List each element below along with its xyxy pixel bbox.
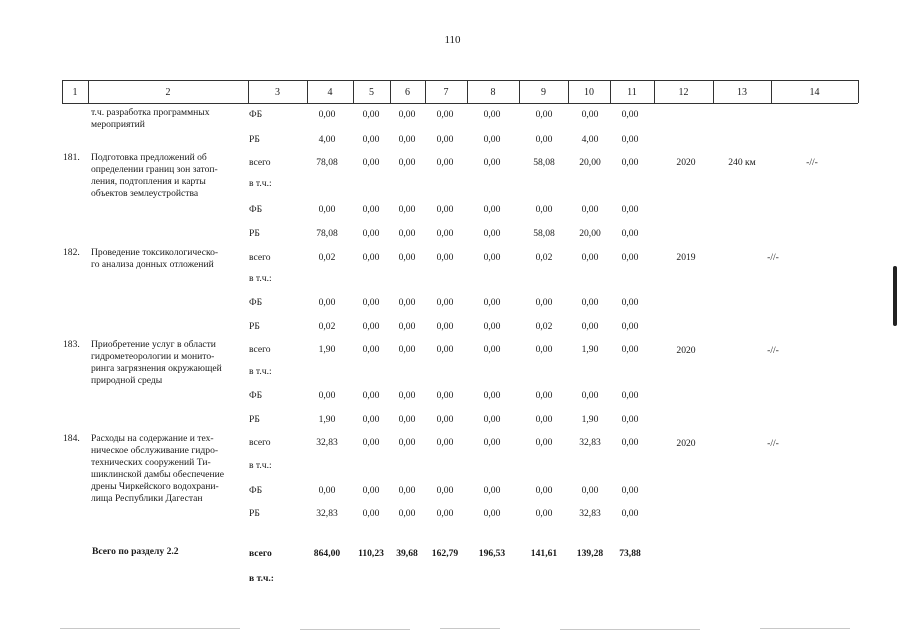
amount-cell: 0,00 [398, 344, 416, 355]
amount-cell: 0,00 [436, 321, 454, 332]
funding-type: всего [249, 344, 271, 355]
funding-type: ФБ [249, 485, 263, 496]
amount-cell: 0,00 [535, 109, 553, 120]
amount-cell: 162,79 [431, 548, 459, 559]
amount-cell: 0,00 [436, 134, 454, 145]
amount-cell: 0,00 [621, 228, 639, 239]
row-number: 181. [63, 152, 80, 163]
funding-type: всего [249, 437, 271, 448]
amount-cell: 110,23 [358, 548, 384, 559]
funding-type: всего [249, 157, 271, 168]
amount-cell: 0,00 [621, 437, 639, 448]
amount-cell: 0,00 [398, 414, 416, 425]
amount-cell: 0,00 [621, 485, 639, 496]
amount-cell: 0,00 [581, 252, 599, 263]
amount-cell: 0,00 [535, 344, 553, 355]
amount-cell: 141,61 [530, 548, 558, 559]
funding-type: всего [249, 252, 271, 263]
amount-cell: 0,00 [483, 228, 501, 239]
funding-type: РБ [249, 134, 260, 145]
funding-type: РБ [249, 414, 260, 425]
header-cell: 9 [541, 87, 546, 98]
amount-cell: 0,02 [318, 321, 336, 332]
amount-cell: 0,00 [483, 134, 501, 145]
header-cell: 4 [327, 87, 333, 98]
amount-cell: 0,00 [362, 508, 380, 519]
amount-cell: 0,00 [318, 485, 336, 496]
header-cell: 10 [584, 87, 594, 98]
amount-cell: 20,00 [579, 157, 601, 168]
funding-type: РБ [249, 508, 260, 519]
amount-cell: 0,00 [436, 109, 454, 120]
indicator-cell: 240 км [728, 157, 756, 168]
scan-artifact [300, 629, 410, 630]
amount-cell: 0,00 [436, 204, 454, 215]
amount-cell: 0,00 [398, 297, 416, 308]
amount-cell: 0,00 [362, 321, 380, 332]
amount-cell: 0,00 [362, 297, 380, 308]
amount-cell: 0,00 [362, 414, 380, 425]
amount-cell: 0,02 [535, 252, 553, 263]
amount-cell: 0,00 [398, 437, 416, 448]
amount-cell: 0,00 [621, 390, 639, 401]
funding-type: в т.ч.: [249, 460, 272, 471]
amount-cell: 196,53 [478, 548, 506, 559]
amount-cell: 0,00 [483, 414, 501, 425]
amount-cell: 0,00 [398, 485, 416, 496]
amount-cell: 0,00 [362, 157, 380, 168]
amount-cell: 4,00 [318, 134, 336, 145]
amount-cell: 0,00 [362, 109, 380, 120]
amount-cell: 0,02 [535, 321, 553, 332]
row-description: Приобретение услуг в области гидрометеорологии и монито- ринга загрязнения окружающей природной среды [91, 339, 222, 386]
amount-cell: 0,00 [535, 485, 553, 496]
header-cell: 8 [490, 87, 496, 98]
row-description: Всего по разделу 2.2 [92, 546, 179, 557]
header-cell: 2 [165, 87, 171, 98]
amount-cell: 1,90 [318, 344, 336, 355]
header-cell: 7 [443, 87, 449, 98]
amount-cell: 0,00 [362, 390, 380, 401]
amount-cell: 0,00 [318, 109, 336, 120]
header-cell: 3 [275, 87, 280, 98]
header-cell: 14 [809, 87, 820, 98]
amount-cell: 0,00 [483, 321, 501, 332]
amount-cell: 0,02 [318, 252, 336, 263]
amount-cell: 864,00 [313, 548, 341, 559]
amount-cell: 0,00 [362, 228, 380, 239]
amount-cell: 0,00 [398, 204, 416, 215]
amount-cell: 0,00 [362, 344, 380, 355]
amount-cell: 0,00 [398, 134, 416, 145]
amount-cell: 0,00 [318, 204, 336, 215]
amount-cell: 0,00 [436, 414, 454, 425]
amount-cell: 0,00 [436, 297, 454, 308]
funding-type: РБ [249, 228, 260, 239]
executor-cell: -//- [767, 438, 779, 449]
amount-cell: 39,68 [396, 548, 418, 559]
amount-cell: 0,00 [362, 134, 380, 145]
funding-type: ФБ [249, 297, 263, 308]
amount-cell: 0,00 [436, 437, 454, 448]
page-number: 110 [444, 34, 461, 46]
amount-cell: 0,00 [362, 252, 380, 263]
amount-cell: 0,00 [398, 157, 416, 168]
amount-cell: 0,00 [436, 344, 454, 355]
year-cell: 2020 [676, 438, 696, 449]
row-description: т.ч. разработка программных мероприятий [91, 107, 210, 130]
header-cell: 11 [627, 87, 637, 98]
table-header-rule [62, 103, 858, 104]
header-cell: 5 [369, 87, 374, 98]
amount-cell: 0,00 [436, 390, 454, 401]
amount-cell: 0,00 [621, 252, 639, 263]
scan-artifact [760, 628, 850, 629]
funding-type: РБ [249, 321, 260, 332]
amount-cell: 0,00 [398, 228, 416, 239]
amount-cell: 0,00 [581, 109, 599, 120]
amount-cell: 0,00 [535, 134, 553, 145]
amount-cell: 4,00 [581, 134, 599, 145]
amount-cell: 0,00 [535, 437, 553, 448]
row-description: Подготовка предложений об определении границ зон затоп- ления, подтопления и карты объектов землеустройства [91, 152, 218, 199]
amount-cell: 0,00 [398, 252, 416, 263]
funding-type: в т.ч.: [249, 273, 272, 284]
header-cell: 6 [405, 87, 410, 98]
row-number: 182. [63, 247, 80, 258]
amount-cell: 78,08 [316, 157, 338, 168]
amount-cell: 139,28 [576, 548, 604, 559]
executor-cell: -//- [767, 252, 779, 263]
amount-cell: 0,00 [621, 109, 639, 120]
amount-cell: 0,00 [535, 508, 553, 519]
amount-cell: 0,00 [398, 109, 416, 120]
amount-cell: 0,00 [581, 390, 599, 401]
executor-cell: -//- [767, 345, 779, 356]
amount-cell: 0,00 [362, 437, 380, 448]
amount-cell: 0,00 [436, 252, 454, 263]
amount-cell: 0,00 [436, 508, 454, 519]
amount-cell: 0,00 [436, 228, 454, 239]
scan-artifact [440, 628, 500, 629]
amount-cell: 73,88 [619, 548, 641, 559]
amount-cell: 0,00 [398, 321, 416, 332]
amount-cell: 0,00 [483, 204, 501, 215]
amount-cell: 0,00 [483, 390, 501, 401]
amount-cell: 0,00 [535, 204, 553, 215]
funding-type: всего [249, 548, 272, 559]
amount-cell: 0,00 [436, 485, 454, 496]
header-cell: 1 [72, 87, 78, 98]
amount-cell: 0,00 [621, 204, 639, 215]
row-description: Расходы на содержание и тех- ническое обслуживание гидро- технических сооружений Ти- шиклинской дамбы обеспечение дрены Чиркейского водохрани- лища Республики Дагестан [91, 433, 225, 504]
header-cell: 12 [678, 87, 689, 98]
amount-cell: 58,08 [533, 228, 555, 239]
amount-cell: 0,00 [483, 437, 501, 448]
header-cell: 13 [737, 87, 747, 98]
amount-cell: 0,00 [483, 508, 501, 519]
funding-type: в т.ч.: [249, 573, 274, 584]
amount-cell: 0,00 [483, 109, 501, 120]
amount-cell: 0,00 [621, 297, 639, 308]
funding-type: ФБ [249, 204, 263, 215]
amount-cell: 1,90 [318, 414, 336, 425]
amount-cell: 0,00 [436, 157, 454, 168]
table-top-rule [62, 80, 858, 81]
amount-cell: 0,00 [483, 485, 501, 496]
amount-cell: 0,00 [483, 344, 501, 355]
amount-cell: 0,00 [362, 204, 380, 215]
amount-cell: 0,00 [621, 157, 639, 168]
amount-cell: 0,00 [621, 134, 639, 145]
amount-cell: 78,08 [316, 228, 338, 239]
header-column-divider [858, 80, 859, 103]
amount-cell: 1,90 [581, 414, 599, 425]
amount-cell: 0,00 [581, 321, 599, 332]
amount-cell: 1,90 [581, 344, 599, 355]
scan-edge-mark [893, 266, 897, 326]
amount-cell: 0,00 [398, 390, 416, 401]
amount-cell: 0,00 [535, 414, 553, 425]
amount-cell: 0,00 [483, 157, 501, 168]
row-description: Проведение токсикологическо- го анализа донных отложений [91, 247, 219, 270]
amount-cell: 32,83 [579, 437, 601, 448]
amount-cell: 0,00 [581, 297, 599, 308]
amount-cell: 0,00 [581, 204, 599, 215]
amount-cell: 32,83 [316, 437, 338, 448]
funding-type: ФБ [249, 390, 263, 401]
amount-cell: 32,83 [316, 508, 338, 519]
row-number: 183. [63, 339, 80, 350]
amount-cell: 20,00 [579, 228, 601, 239]
year-cell: 2020 [676, 345, 696, 356]
amount-cell: 0,00 [535, 297, 553, 308]
amount-cell: 0,00 [621, 508, 639, 519]
funding-type: в т.ч.: [249, 178, 272, 189]
amount-cell: 58,08 [533, 157, 555, 168]
amount-cell: 0,00 [398, 508, 416, 519]
amount-cell: 0,00 [621, 414, 639, 425]
amount-cell: 0,00 [483, 297, 501, 308]
amount-cell: 0,00 [318, 297, 336, 308]
amount-cell: 32,83 [579, 508, 601, 519]
row-number: 184. [63, 433, 80, 444]
funding-type: в т.ч.: [249, 366, 272, 377]
funding-type: ФБ [249, 109, 263, 120]
executor-cell: -//- [806, 157, 818, 168]
amount-cell: 0,00 [483, 252, 501, 263]
scan-artifact [160, 628, 240, 629]
amount-cell: 0,00 [621, 321, 639, 332]
amount-cell: 0,00 [535, 390, 553, 401]
year-cell: 2020 [676, 157, 696, 168]
scan-artifact [560, 629, 700, 630]
amount-cell: 0,00 [621, 344, 639, 355]
amount-cell: 0,00 [362, 485, 380, 496]
amount-cell: 0,00 [318, 390, 336, 401]
amount-cell: 0,00 [581, 485, 599, 496]
year-cell: 2019 [676, 252, 696, 263]
